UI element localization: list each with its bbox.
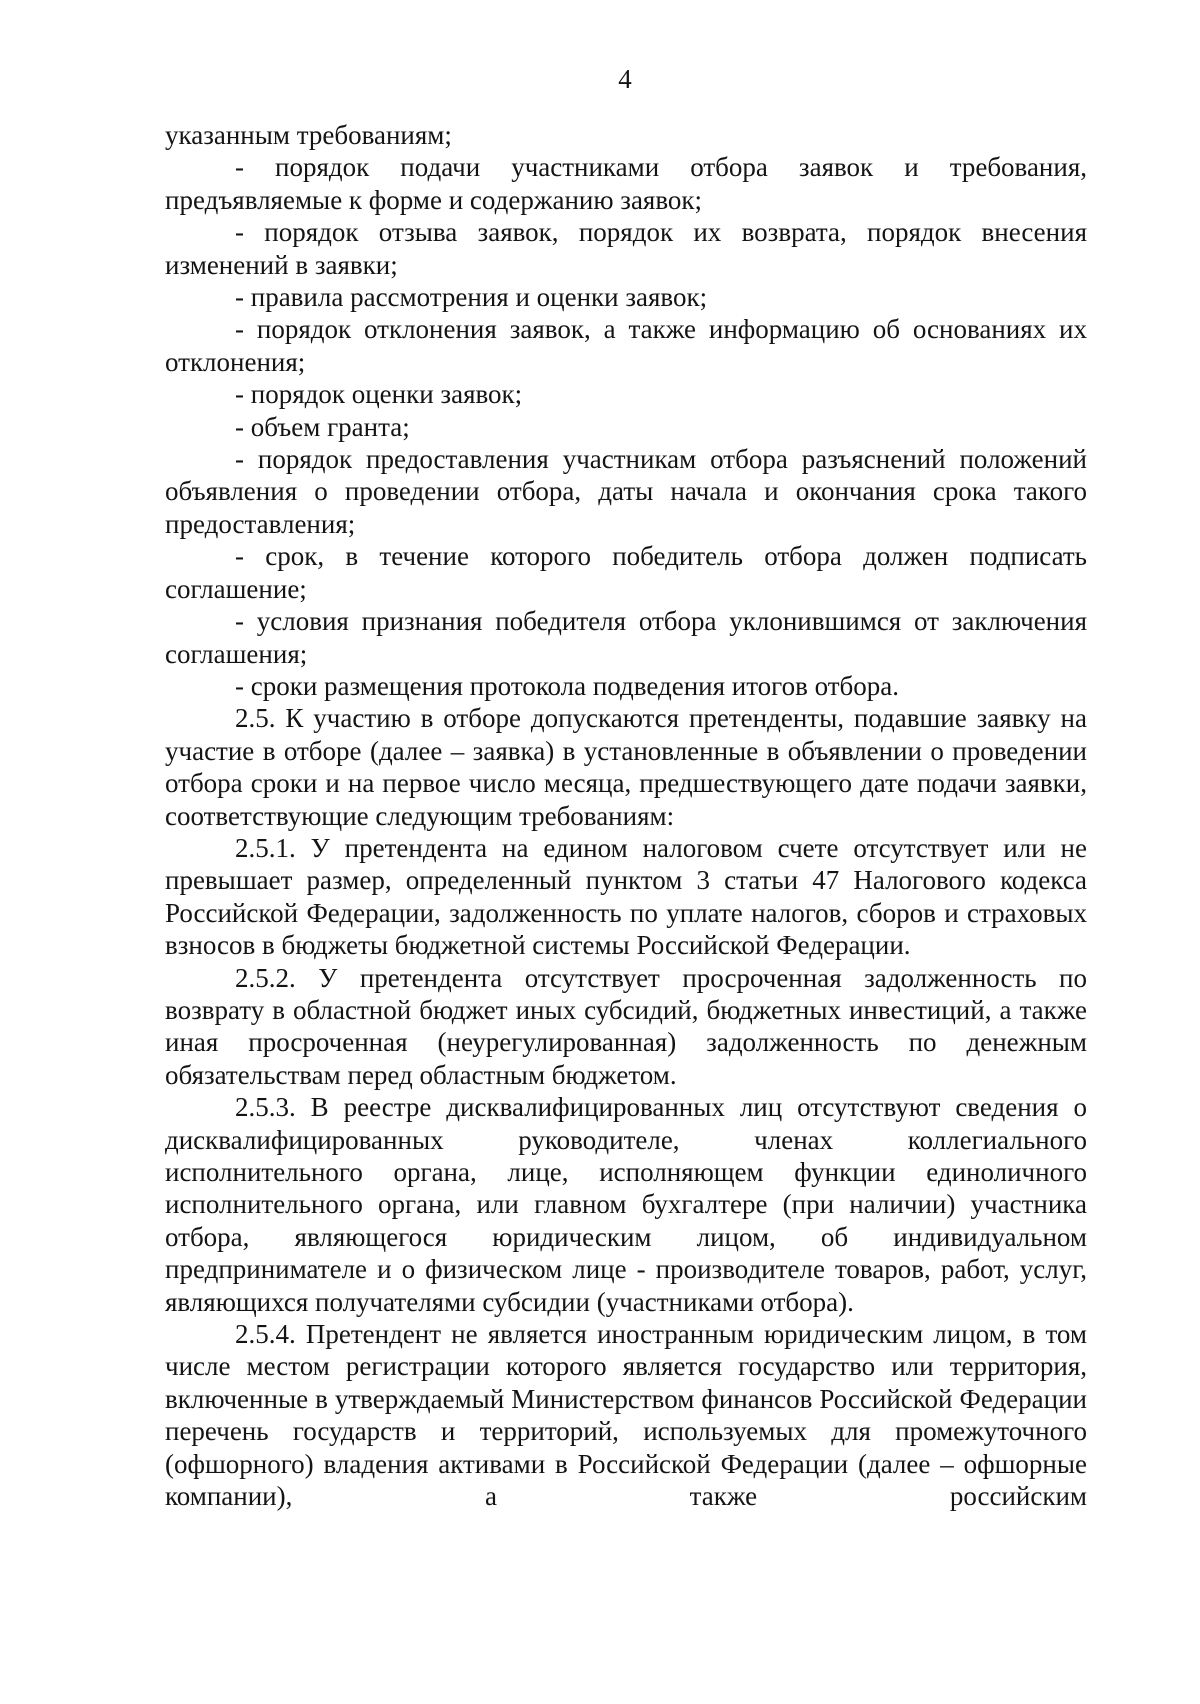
list-item: - порядок подачи участниками отбора заявок и требования, предъявляемые к форме и содержанию заявок;	[165, 152, 1087, 215]
section-2-5-4: 2.5.4. Претендент не является иностранным юридическим лицом, в том числе местом регистрации которого является государство или территория, включенные в утверждаемый Министерством финансов Российской Федерации перечень государств и территорий, используемых для промежуточного (офшорного) владения активами в Российской Федерации (далее – офшорные компании), а также российским	[165, 1319, 1087, 1512]
list-item: - условия признания победителя отбора уклонившимся от заключения соглашения;	[165, 606, 1087, 669]
list-item: - срок, в течение которого победитель отбора должен подписать соглашение;	[165, 541, 1087, 604]
list-item: - объем гранта;	[235, 411, 410, 442]
paragraph: указанным требованиям;	[165, 120, 452, 150]
section-2-5-1: 2.5.1. У претендента на едином налоговом счете отсутствует или не превышает размер, определенный пунктом 3 статьи 47 Налогового кодекса Российской Федерации, задолженность по уплате налогов, сборов и страховых взносов в бюджеты бюджетной системы Российской Федерации.	[165, 832, 1087, 961]
document-body	[165, 119, 1087, 1512]
list-item: - сроки размещения протокола подведения итогов отбора.	[235, 670, 899, 701]
section-2-5: 2.5. К участию в отборе допускаются претенденты, подавшие заявку на участие в отборе (далее – заявка) в установленные в объявлении о проведении отбора сроки и на первое число месяца, предшествующего дате подачи заявки, соответствующие следующим требованиям:	[165, 703, 1087, 831]
section-2-5-2: 2.5.2. У претендента отсутствует просроченная задолженность по возврату в областной бюджет иных субсидий, бюджетных инвестиций, а также иная просроченная (неурегулированная) задолженность по денежным обязательствам перед областным бюджетом.	[165, 962, 1087, 1090]
list-item: - порядок предоставления участникам отбора разъяснений положений объявления о проведении отбора, даты начала и окончания срока такого предоставления;	[165, 444, 1087, 539]
page-number: 4	[618, 64, 632, 94]
list-item: - порядок отзыва заявок, порядок их возврата, порядок внесения изменений в заявки;	[165, 217, 1087, 280]
list-item: - порядок отклонения заявок, а также информацию об основаниях их отклонения;	[165, 314, 1087, 377]
list-item: - правила рассмотрения и оценки заявок;	[235, 282, 708, 313]
list-item: - порядок оценки заявок;	[235, 379, 523, 410]
section-2-5-3: 2.5.3. В реестре дисквалифицированных лиц отсутствуют сведения о дисквалифицированных руководителе, членах коллегиального исполнительного органа, лице, исполняющем функции единоличного исполнительного органа, или главном бухгалтере (при наличии) участника отбора, являющегося юридическим лицом, об индивидуальном предпринимателе и о физическом лице - производителе товаров, работ, услуг, являющихся получателями субсидии (участниками отбора).	[165, 1092, 1087, 1317]
